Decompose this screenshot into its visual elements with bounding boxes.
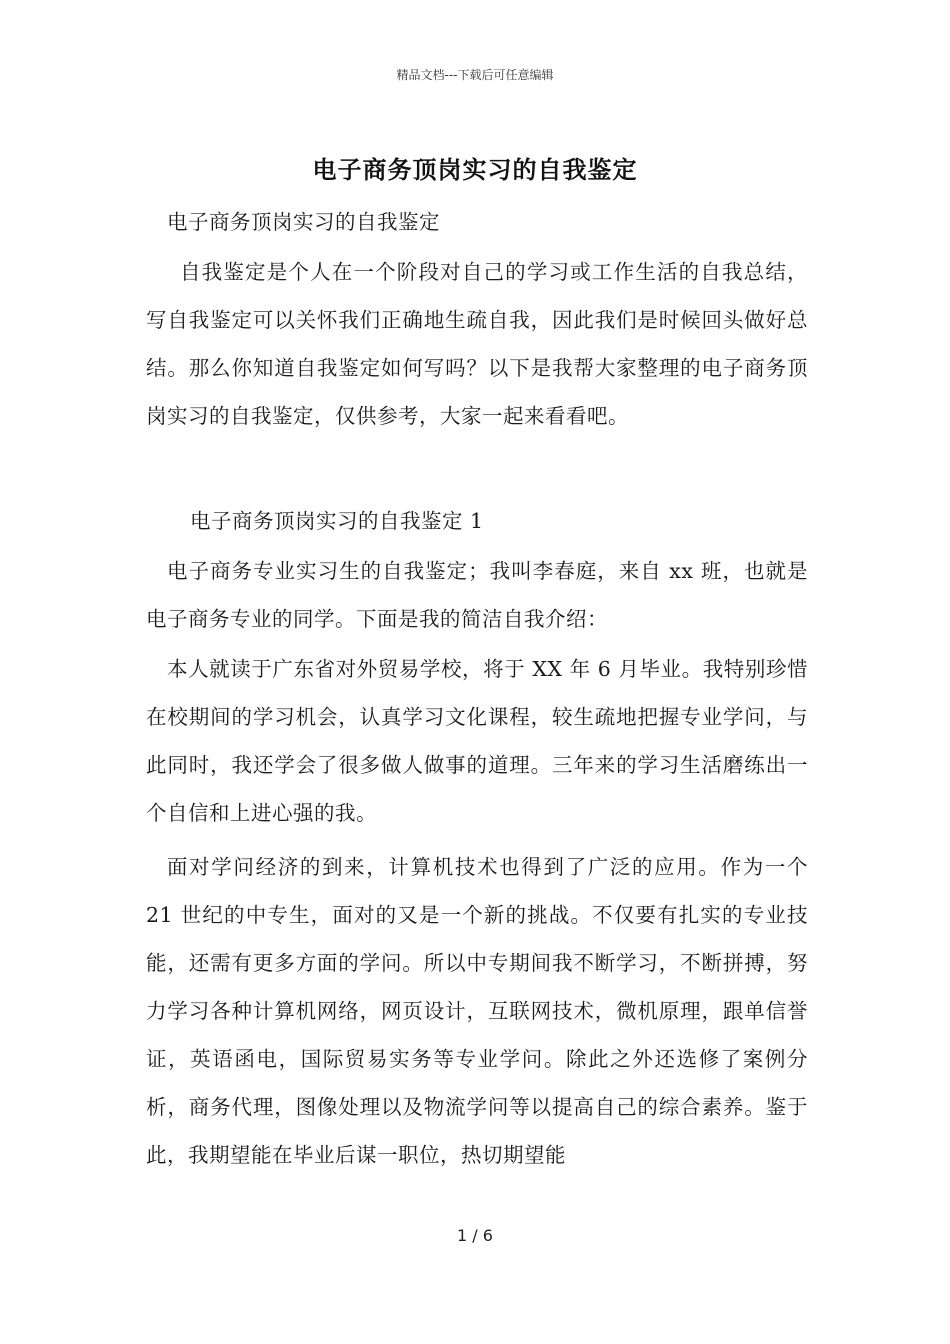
document-title: 电子商务顶岗实习的自我鉴定 — [312, 155, 638, 184]
document-subtitle: 电子商务顶岗实习的自我鉴定 — [167, 210, 440, 234]
intro-paragraph: 自我鉴定是个人在一个阶段对自己的学习或工作生活的自我总结，写自我鉴定可以关怀我们正确地生疏自我，因此我们是时候回头做好总结。那么你知道自我鉴定如何写吗？以下是我帮大家整理的电子商务顶岗实习的自我鉴定，仅供参考，大家一起来看看吧。 — [146, 260, 808, 428]
section-heading: 电子商务顶岗实习的自我鉴定 1 — [190, 509, 484, 533]
body-paragraph: 面对学问经济的到来，计算机技术也得到了广泛的应用。作为一个 21 世纪的中专生，面对的又是一个新的挑战。不仅要有扎实的专业技能，还需有更多方面的学问。所以中专期间我不断学习，不断拼搏，努力学习各种计算机网络，网页设计，互联网技术，微机原理，跟单信誉证，英语函电，国际贸易实务等专业学问。除此之外还选修了案例分析，商务代理，图像处理以及物流学问等以提高自己的综合素养。鉴于此，我期望能在毕业后谋一职位，热切期望能 — [146, 855, 808, 1167]
header-note: 精品文档---下载后可任意编辑 — [396, 68, 554, 82]
body-paragraph: 电子商务专业实习生的自我鉴定；我叫李春庭，来自 xx 班，也就是电子商务专业的同学。下面是我的简洁自我介绍： — [146, 559, 808, 631]
body-paragraph: 本人就读于广东省对外贸易学校，将于 XX 年 6 月毕业。我特别珍惜在校期间的学习机会，认真学习文化课程，较生疏地把握专业学问，与此同时，我还学会了很多做人做事的道理。三年来的学习生活磨练出一个自信和上进心强的我。 — [146, 657, 808, 825]
page-number: 1 / 6 — [457, 1226, 493, 1245]
